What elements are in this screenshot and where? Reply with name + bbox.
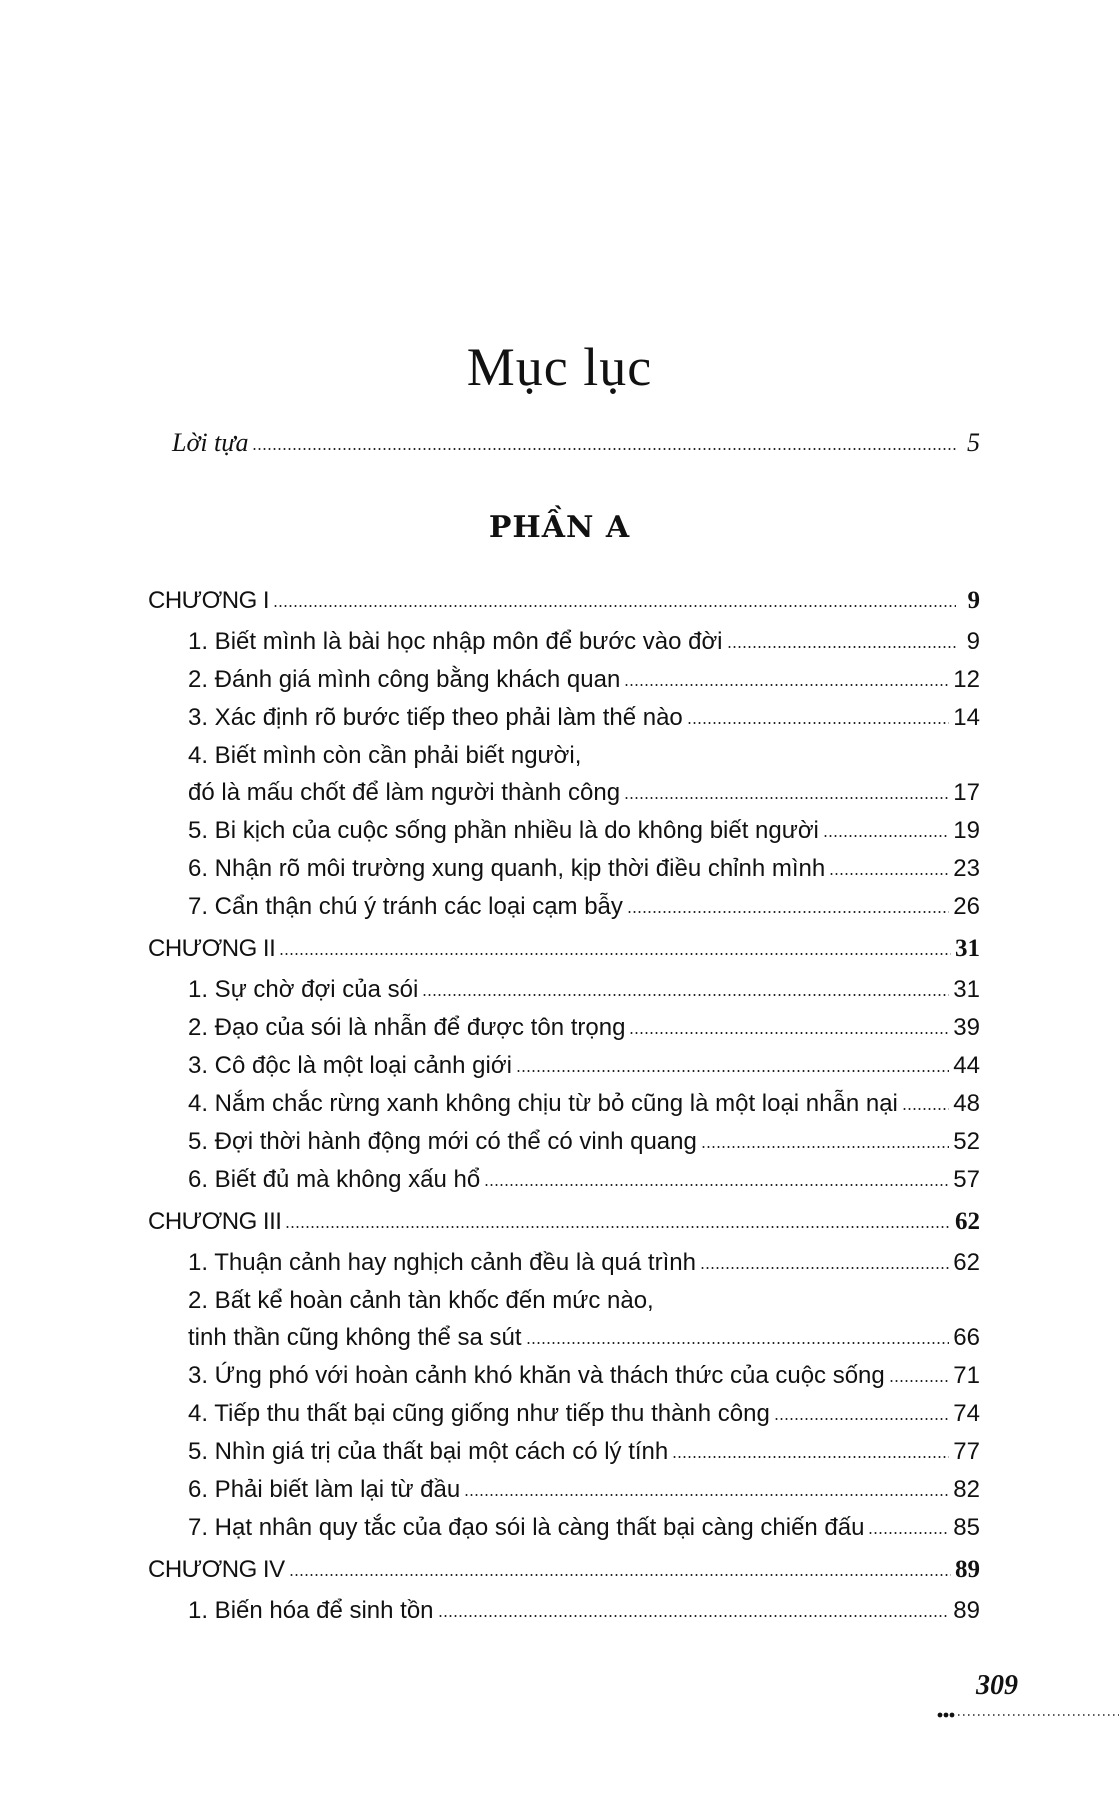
section-entry xyxy=(148,1085,980,1123)
section-entry xyxy=(148,1433,980,1471)
section-entry-title: 4. Tiếp thu thất bại cũng giống như tiếp thu thành công xyxy=(188,1400,770,1427)
chapter-entry-page: 31 xyxy=(955,935,980,962)
section-entry-title: 3. Cô độc là một loại cảnh giới xyxy=(188,1052,512,1079)
dot-leader xyxy=(516,1069,949,1073)
section-entry-page: 66 xyxy=(953,1324,980,1351)
dot-leader xyxy=(422,993,949,997)
chapter-entry-title: CHƯƠNG III xyxy=(148,1208,282,1235)
section-entry-title: 6. Biết đủ mà không xấu hổ xyxy=(188,1166,481,1193)
section-entry xyxy=(148,1395,980,1433)
section-entry-first-line: 2. Bất kể hoàn cảnh tàn khốc đến mức nào, xyxy=(188,1287,654,1314)
section-entry-page: 52 xyxy=(953,1128,980,1155)
section-entry xyxy=(148,888,980,926)
footer-dotted-rule xyxy=(936,1712,1119,1718)
dot-leader xyxy=(629,1031,949,1035)
dot-leader xyxy=(252,447,956,451)
section-entry-page: 57 xyxy=(953,1166,980,1193)
section-entry-title: 5. Bi kịch của cuộc sống phần nhiều là do không biết người xyxy=(188,817,819,844)
section-entry-page: 19 xyxy=(953,817,980,844)
preface-title: Lời tựa xyxy=(172,428,249,457)
section-entry xyxy=(148,623,980,661)
section-entry-page: 23 xyxy=(953,855,980,882)
section-entry xyxy=(148,1009,980,1047)
section-entry xyxy=(148,850,980,888)
section-entry-title: 1. Biến hóa để sinh tồn xyxy=(188,1597,434,1624)
chapter-entry-page: 9 xyxy=(967,587,980,614)
section-entry-title: 4. Nắm chắc rừng xanh không chịu từ bỏ cũng là một loại nhẫn nại xyxy=(188,1090,898,1117)
section-entry-page: 12 xyxy=(953,666,980,693)
chapter-entry-title: CHƯƠNG II xyxy=(148,935,276,962)
dot-leader xyxy=(672,1455,949,1459)
dot-leader xyxy=(627,910,949,914)
section-entry-title: 7. Cẩn thận chú ý tránh các loại cạm bẫy xyxy=(188,893,623,920)
section-entry-title: 2. Đánh giá mình công bằng khách quan xyxy=(188,666,621,693)
section-entry xyxy=(148,699,980,737)
section-entry-page: 89 xyxy=(953,1597,980,1624)
section-entry-page: 14 xyxy=(953,704,980,731)
section-entry xyxy=(148,1047,980,1085)
section-entry xyxy=(148,1123,980,1161)
dot-leader xyxy=(289,1573,951,1577)
page-title: Mục lục xyxy=(466,337,653,398)
section-entry xyxy=(148,1509,980,1547)
section-entry-title: 1. Sự chờ đợi của sói xyxy=(188,976,419,1003)
dot-leader xyxy=(279,952,951,956)
section-entry xyxy=(148,1471,980,1509)
section-entry-title: 7. Hạt nhân quy tắc của đạo sói là càng thất bại càng chiến đấu xyxy=(188,1514,865,1541)
section-entry xyxy=(148,1357,980,1395)
section-entry-first-line: 4. Biết mình còn cần phải biết người, xyxy=(188,742,582,769)
chapter-entry xyxy=(148,926,980,971)
page-number: 309 xyxy=(976,1670,1018,1701)
section-entry-title: đó là mấu chốt để làm người thành công xyxy=(188,779,621,806)
section-entry-title: tinh thần cũng không thể sa sút xyxy=(188,1324,522,1351)
chapter-entry-page: 62 xyxy=(955,1208,980,1235)
section-entry-title: 5. Đợi thời hành động mới có thể có vinh quang xyxy=(188,1128,697,1155)
chapter-entry-title: CHƯƠNG IV xyxy=(148,1556,285,1583)
section-entry xyxy=(148,1319,980,1357)
dot-leader xyxy=(902,1107,949,1111)
chapter-entry-title: CHƯƠNG I xyxy=(148,587,270,614)
section-entry xyxy=(148,971,980,1009)
preface-page: 5 xyxy=(967,428,980,457)
chapter-entry xyxy=(148,1547,980,1592)
dot-leader xyxy=(464,1493,949,1497)
section-entry xyxy=(148,1244,980,1282)
dot-leader xyxy=(624,796,949,800)
section-entry-page: 82 xyxy=(953,1476,980,1503)
section-entry-page: 17 xyxy=(953,779,980,806)
part-heading: PHẦN A xyxy=(488,510,631,545)
chapter-entry-page: 89 xyxy=(955,1556,980,1583)
section-entry xyxy=(148,661,980,699)
dot-leader xyxy=(727,645,956,649)
section-entry-page: 74 xyxy=(953,1400,980,1427)
dot-leader xyxy=(829,872,949,876)
dot-leader xyxy=(823,834,949,838)
section-entry xyxy=(148,1592,980,1630)
section-entry-page: 9 xyxy=(966,628,980,655)
section-entry xyxy=(148,1161,980,1199)
section-entry-title: 6. Phải biết làm lại từ đầu xyxy=(188,1476,461,1503)
section-entry-title: 5. Nhìn giá trị của thất bại một cách có lý tính xyxy=(188,1438,669,1465)
section-entry-title: 1. Biết mình là bài học nhập môn để bước vào đời xyxy=(188,628,723,655)
section-entry-page: 44 xyxy=(953,1052,980,1079)
section-entry-page: 71 xyxy=(953,1362,980,1389)
dot-leader xyxy=(774,1417,949,1421)
section-entry-title: 1. Thuận cảnh hay nghịch cảnh đều là quá trình xyxy=(188,1249,696,1276)
dot-leader xyxy=(889,1379,950,1383)
section-entry-page: 77 xyxy=(953,1438,980,1465)
section-entry xyxy=(148,774,980,812)
preface-entry xyxy=(172,428,980,458)
section-entry-title: 6. Nhận rõ môi trường xung quanh, kịp thời điều chỉnh mình xyxy=(188,855,826,882)
dot-leader xyxy=(438,1614,950,1618)
table-of-contents xyxy=(148,578,980,1630)
dot-leader xyxy=(526,1341,950,1345)
section-entry-page: 62 xyxy=(953,1249,980,1276)
dot-leader xyxy=(700,1266,949,1270)
dot-leader xyxy=(687,721,950,725)
dot-leader xyxy=(868,1531,949,1535)
section-entry-page: 85 xyxy=(953,1514,980,1541)
dot-leader xyxy=(484,1183,949,1187)
dot-leader xyxy=(624,683,949,687)
section-entry xyxy=(148,812,980,850)
section-entry-page: 26 xyxy=(953,893,980,920)
dot-leader xyxy=(701,1145,949,1149)
dot-leader xyxy=(273,604,956,608)
section-entry-page: 39 xyxy=(953,1014,980,1041)
chapter-entry xyxy=(148,1199,980,1244)
section-entry-page: 48 xyxy=(953,1090,980,1117)
section-entry-title: 3. Xác định rõ bước tiếp theo phải làm thế nào xyxy=(188,704,683,731)
dot-leader xyxy=(285,1225,951,1229)
section-entry-title: 2. Đạo của sói là nhẫn để được tôn trọng xyxy=(188,1014,626,1041)
chapter-entry xyxy=(148,578,980,623)
section-entry-title: 3. Ứng phó với hoàn cảnh khó khăn và thách thức của cuộc sống xyxy=(188,1362,885,1389)
section-entry-page: 31 xyxy=(953,976,980,1003)
